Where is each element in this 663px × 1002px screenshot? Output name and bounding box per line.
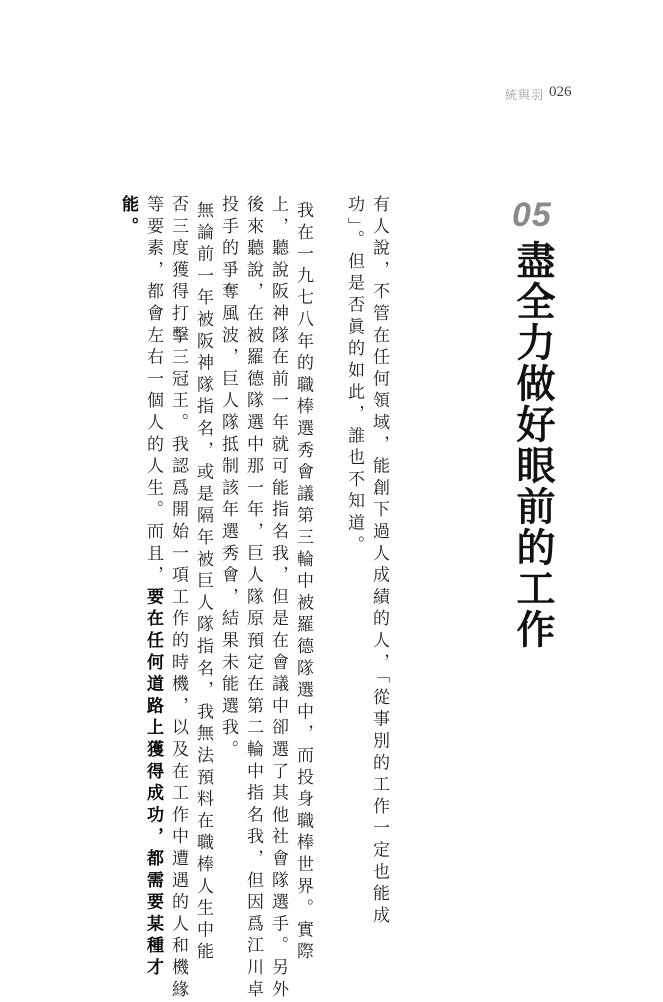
body-column-1: 有人說，不管在任何領域，能創下過人成績的人，「從事別的工作一定也能成 (369, 195, 389, 928)
body-column-9-bold: 要在任何道路上獲得成功，都需要某種才 (143, 587, 163, 980)
body-column-3: 我在一九七八年的職棒選秀會議第三輪中被羅德隊選中，而投身職棒世界。實際 (293, 201, 313, 964)
body-column-10 (117, 195, 139, 239)
running-head-title: 統與羽 (505, 88, 545, 102)
body-column-4: 上，聽說阪神隊在前一年就可能指名我，但是在會議中卻選了其他社會隊選手。另外 (268, 195, 288, 1002)
body-column-8: 否三度獲得打擊三冠王。我認爲開始一項工作的時機，以及在工作中遭遇的人和機緣 (168, 195, 188, 1002)
body-column-5: 後來聽說，在被羅德隊選中那一年，巨人隊原預定在第二輪中指名我，但因爲江川卓 (243, 195, 263, 1002)
body-column-9-regular: 等要素，都會左右一個人的人生。而且， (143, 195, 163, 588)
page-number: 026 (549, 84, 572, 100)
body-column-6: 投手的爭奪風波，巨人隊抵制該年選秀會，結果未能選我。 (218, 195, 238, 762)
chapter-number: 05 (512, 196, 552, 234)
body-column-7: 無論前一年被阪神隊指名，或是隔年被巨人隊指名，我無法預料在職棒人生中能 (193, 201, 213, 964)
body-column-9 (142, 195, 164, 980)
chapter-title: 盡全力做好眼前的工作 (510, 240, 555, 650)
body-column-10-bold: 能。 (118, 195, 138, 239)
body-column-2: 功」。但是否眞的如此，誰也不知道。 (344, 195, 364, 558)
